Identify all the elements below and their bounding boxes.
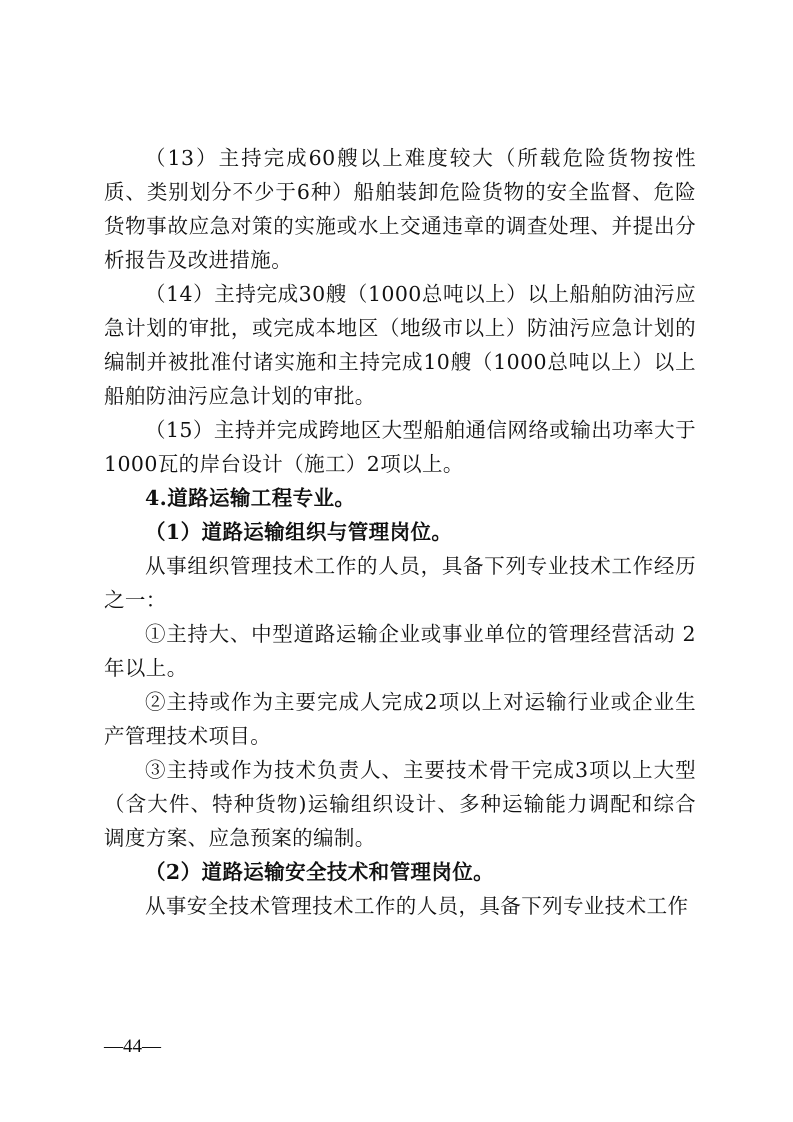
list-item-2: ②主持或作为主要完成人完成2项以上对运输行业或企业生产管理技术项目。 (104, 690, 696, 748)
paragraph-item-14: （14）主持完成30艘（1000总吨以上）以上船舶防油污应急计划的审批，或完成本地区（地级市以上）防油污应急计划的编制并被批准付诸实施和主持完成10艘（1000总吨以上）以上船舶防油污应急计划的审批。 (104, 282, 696, 408)
subsection-intro-organization-management: 从事组织管理技术工作的人员，具备下列专业技术工作经历之一： (104, 554, 696, 612)
section-heading-road-transport: 4.道路运输工程专业。 (145, 486, 356, 510)
paragraph-item-15: （15）主持并完成跨地区大型船舶通信网络或输出功率大于1000瓦的岸台设计（施工）2项以上。 (104, 418, 696, 476)
list-item-3: ③主持或作为技术负责人、主要技术骨干完成3项以上大型（含大件、特种货物)运输组织设计、多种运输能力调配和综合调度方案、应急预案的编制。 (104, 758, 696, 850)
page-number: —44— (104, 1036, 161, 1057)
paragraph-item-13: （13）主持完成60艘以上难度较大（所载危险货物按性质、类别划分不少于6种）船舶装卸危险货物的安全监督、危险货物事故应急对策的实施或水上交通违章的调查处理、并提出分析报告及改进措施。 (104, 146, 696, 272)
subsection-heading-safety-technology: （2）道路运输安全技术和管理岗位。 (145, 860, 495, 884)
subsection-heading-organization-management: （1）道路运输组织与管理岗位。 (145, 520, 453, 544)
subsection-intro-safety-technology: 从事安全技术管理技术工作的人员，具备下列专业技术工作 (145, 894, 689, 918)
page-content (104, 141, 696, 923)
list-item-1: ①主持大、中型道路运输企业或事业单位的管理经营活动 2年以上。 (104, 622, 696, 680)
